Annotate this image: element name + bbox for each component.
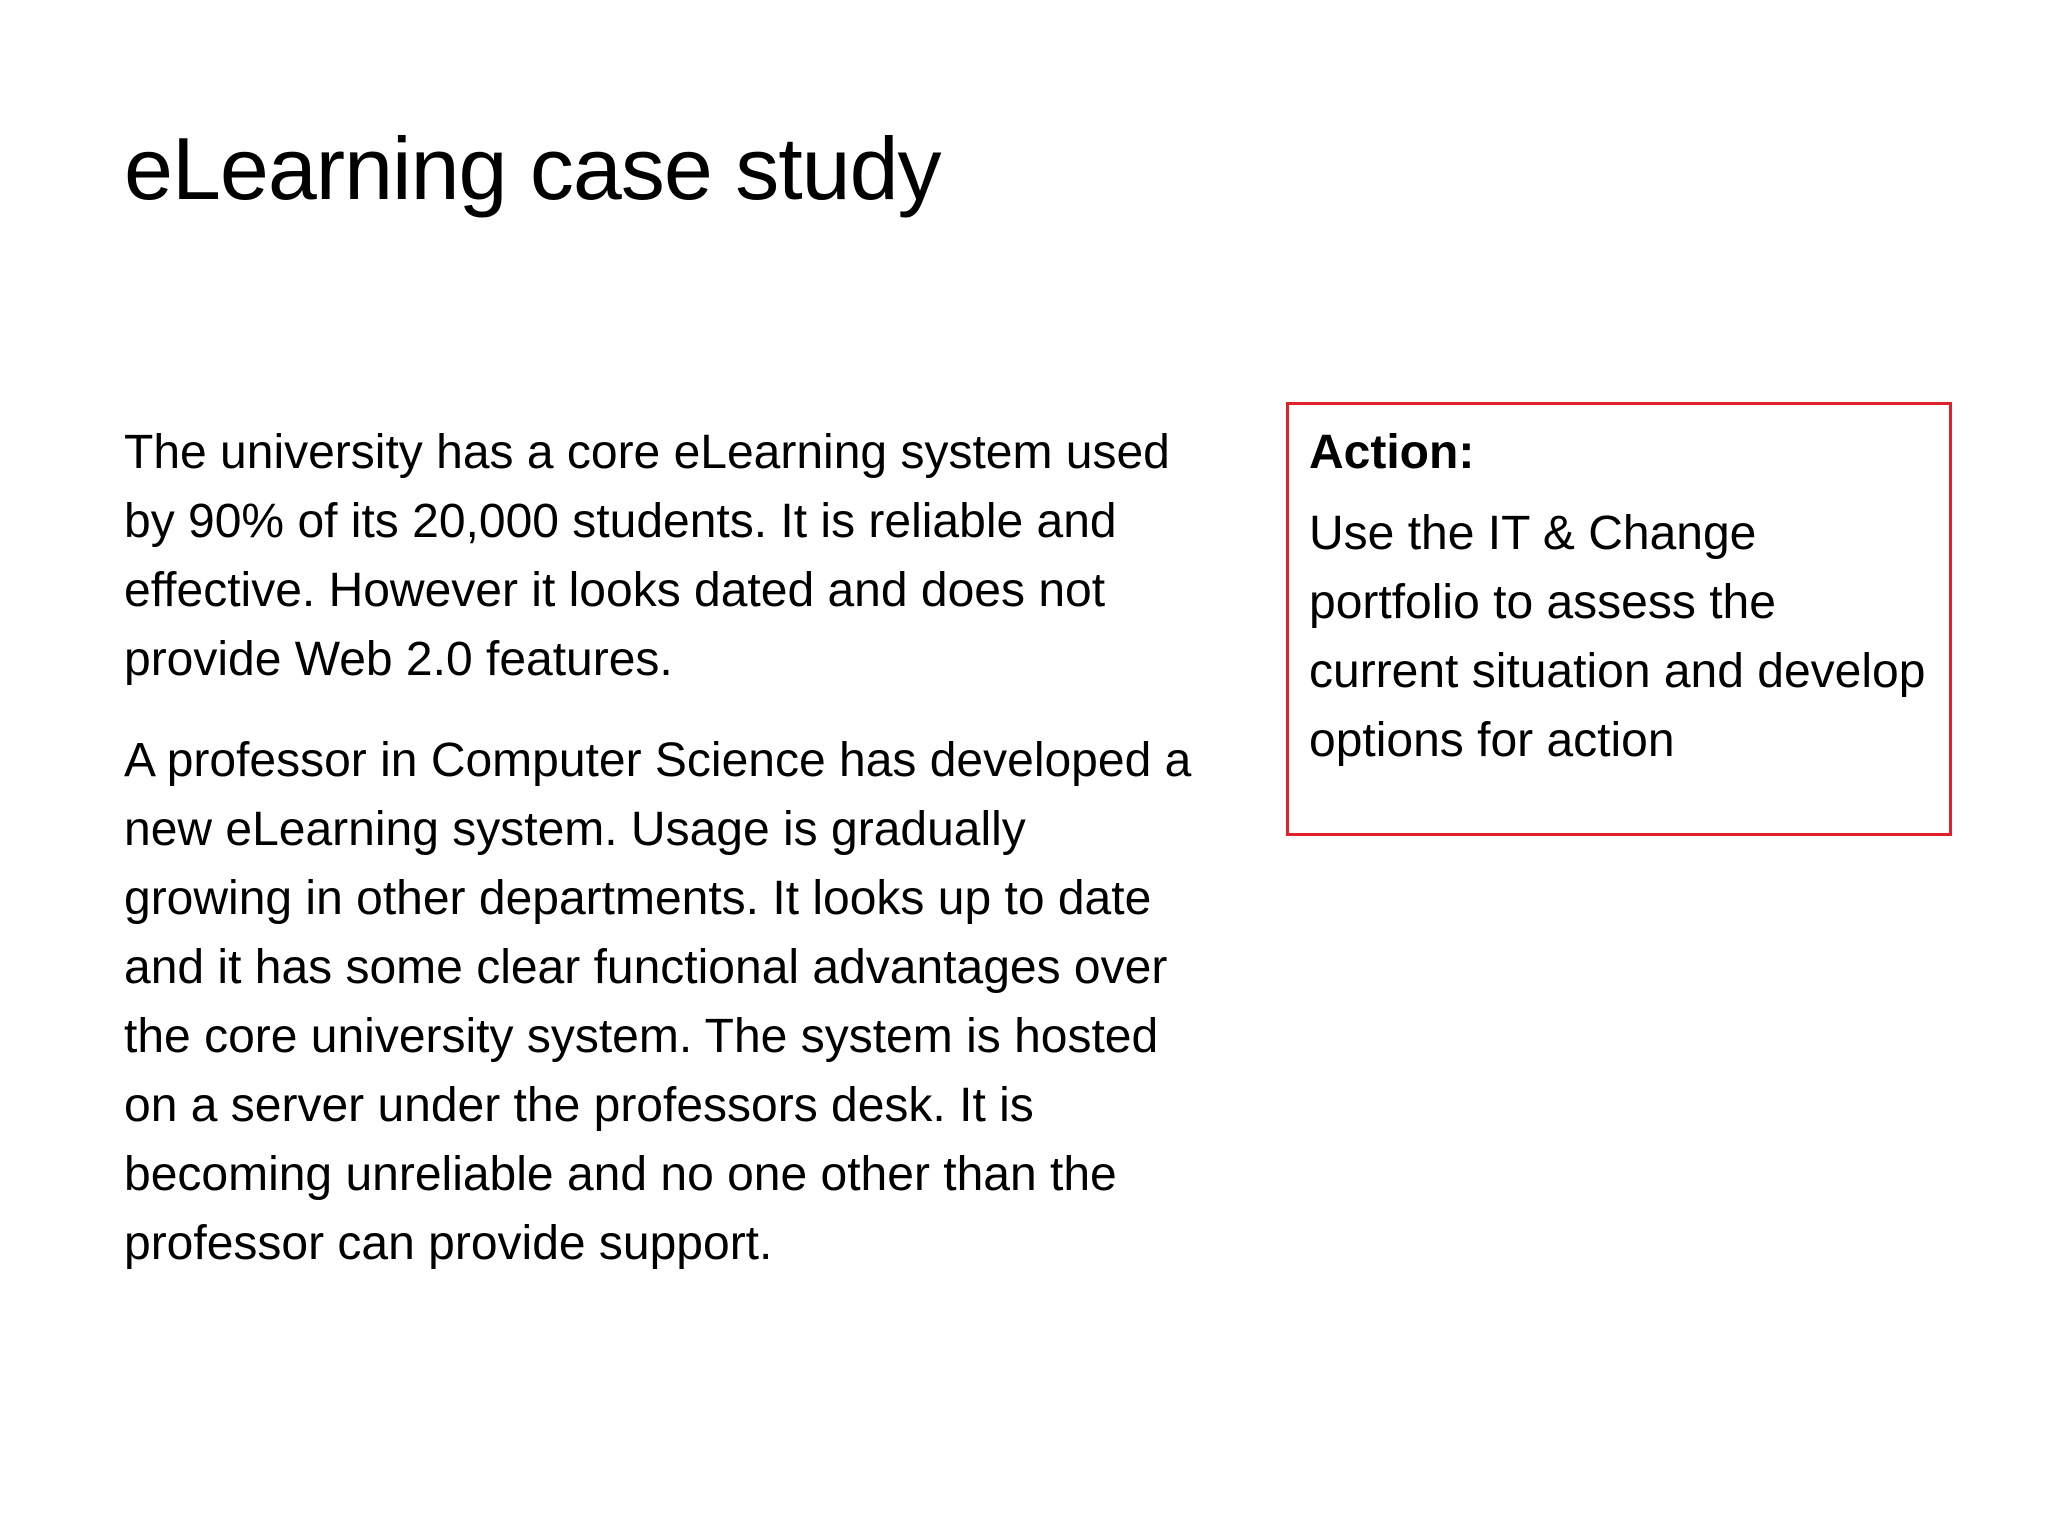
action-heading: Action: [1309,426,1475,479]
paragraph-core-system: The university has a core eLearning system used by 90% of its 20,000 students. It is reliable and effective. However it looks dated and does not provide Web 2.0 features. [124,426,1170,686]
action-text: Use the IT & Change portfolio to assess the current situation and develop options for action [1309,507,1926,767]
case-description [124,418,1204,1310]
slide-title: eLearning case study [124,119,941,218]
paragraph-new-system: A professor in Computer Science has developed a new eLearning system. Usage is gradually growing in other departments. It looks up to date and it has some clear functional advantages over the core university system. The system is hosted on a server under the professors desk. It is becoming unreliable and no one other than the professor can provide support. [124,734,1192,1270]
action-box [1286,402,1952,836]
